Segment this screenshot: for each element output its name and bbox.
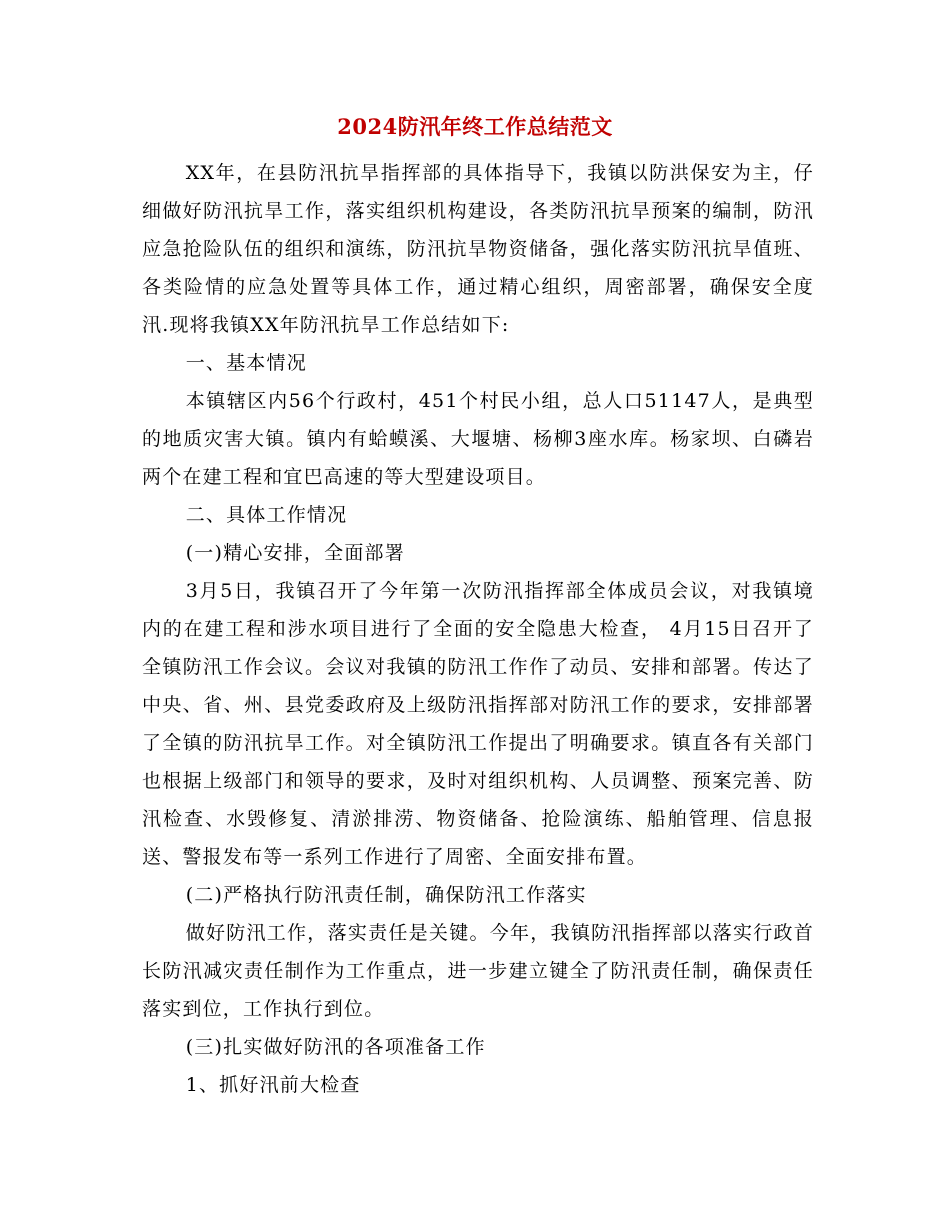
item-heading-1: 1、抓好汛前大检查 [185, 1074, 361, 1096]
section-heading-basic-situation: 一、基本情况 [185, 352, 307, 374]
subsection-heading-1: (一)精心安排，全面部署 [185, 542, 405, 564]
subsection-heading-3: (三)扎实做好防汛的各项准备工作 [185, 1036, 486, 1058]
document-title: 2024防汛年终工作总结范文 [337, 114, 613, 139]
section-heading-specific-work: 二、具体工作情况 [185, 504, 348, 526]
responsibility-paragraph: 做好防汛工作，落实责任是关键。今年，我镇防汛指挥部以落实行政首长防汛减灾责任制作为工作重点，进一步建立键全了防汛责任制，确保责任落实到位，工作执行到位。 [142, 922, 814, 1020]
subsection-heading-2: (二)严格执行防汛责任制，确保防汛工作落实 [185, 884, 587, 906]
intro-paragraph: XX年，在县防汛抗旱指挥部的具体指导下，我镇以防洪保安为主，仔细做好防汛抗旱工作，落实组织机构建设，各类防汛抗旱预案的编制，防汛应急抢险队伍的组织和演练，防汛抗旱物资储备，强化落实防汛抗旱值班、各类险情的应急处置等具体工作，通过精心组织，周密部署，确保安全度汛.现将我镇XX年防汛抗旱工作总结如下: [142, 162, 814, 336]
document-body [142, 154, 814, 1104]
deployment-paragraph: 3月5日，我镇召开了今年第一次防汛指挥部全体成员会议，对我镇境内的在建工程和涉水项目进行了全面的安全隐患大检查， 4月15日召开了全镇防汛工作会议。会议对我镇的防汛工作作了动员、安排和部署。传达了中央、省、州、县党委政府及上级防汛指挥部对防汛工作的要求，安排部署了全镇的防汛抗旱工作。对全镇防汛工作提出了明确要求。镇直各有关部门也根据上级部门和领导的要求，及时对组织机构、人员调整、预案完善、防汛检查、水毁修复、清淤排涝、物资储备、抢险演练、船舶管理、信息报送、警报发布等一系列工作进行了周密、全面安排布置。 [142, 580, 814, 868]
basic-situation-paragraph: 本镇辖区内56个行政村，451个村民小组，总人口51147人，是典型的地质灾害大镇。镇内有蛤蟆溪、大堰塘、杨柳3座水库。杨家坝、白磷岩两个在建工程和宜巴高速的等大型建设项目。 [142, 390, 814, 488]
